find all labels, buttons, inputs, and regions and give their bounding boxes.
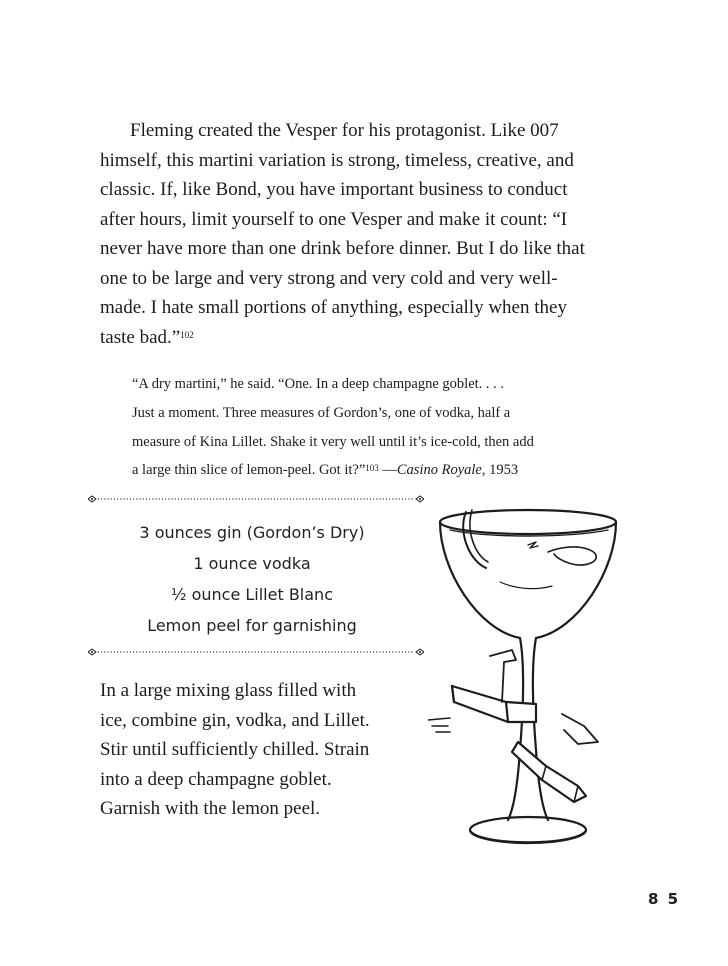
casino-royale-quote	[132, 370, 602, 485]
intro-line: himself, this martini variation is strong, timeless, creative, and	[100, 149, 574, 171]
directions-line: Stir until sufficiently chilled. Strain	[100, 739, 370, 760]
page-number: 8 5	[648, 890, 681, 908]
champagne-goblet-icon	[428, 490, 628, 850]
footnote-marker: 102	[180, 329, 194, 340]
directions-line: into a deep champagne goblet.	[100, 768, 332, 790]
quote-line: “A dry martini,” he said. “One. In a deep champagne goblet. . . .	[132, 376, 505, 392]
intro-line: made. I hate small portions of anything, especially when they	[100, 297, 567, 318]
ornamental-divider-bottom	[88, 648, 424, 656]
directions-line: ice, combine gin, vodka, and Lillet.	[100, 709, 370, 731]
ingredient-item: 3 ounces gin (Gordon’s Dry)	[139, 523, 365, 542]
intro-line: classic. If, like Bond, you have important business to conduct	[100, 179, 568, 200]
attribution-dash: —	[378, 462, 397, 479]
ingredient-list	[100, 517, 404, 641]
ingredient-item: Lemon peel for garnishing	[147, 616, 357, 635]
quote-line: a large thin slice of lemon-peel. Got it?”	[132, 462, 366, 479]
ingredient-item: 1 ounce vodka	[193, 554, 311, 573]
intro-paragraph	[100, 116, 625, 352]
ornamental-divider-top	[88, 495, 424, 503]
quote-line: measure of Kina Lillet. Shake it very well until it’s ice-cold, then add	[132, 433, 534, 450]
intro-line: after hours, limit yourself to one Vesper and make it count: “I	[100, 208, 568, 230]
intro-line: Fleming created the Vesper for his protagonist. Like 007	[130, 120, 559, 141]
intro-line: never have more than one drink before dinner. But I do like that	[100, 238, 585, 259]
ingredient-item: ½ ounce Lillet Blanc	[170, 585, 333, 604]
directions-line: Garnish with the lemon peel.	[100, 798, 321, 819]
quote-last-line	[132, 456, 602, 485]
directions-paragraph	[100, 676, 420, 824]
intro-line: one to be large and very strong and very cold and very well-	[100, 267, 558, 289]
source-title: Casino Royale	[396, 462, 482, 479]
source-year: , 1953	[481, 462, 519, 479]
footnote-marker: 103	[365, 463, 379, 474]
quote-line: Just a moment. Three measures of Gordon’s, one of vodka, half a	[132, 404, 511, 421]
directions-line: In a large mixing glass filled with	[100, 680, 357, 701]
intro-line: taste bad.”	[100, 326, 181, 348]
